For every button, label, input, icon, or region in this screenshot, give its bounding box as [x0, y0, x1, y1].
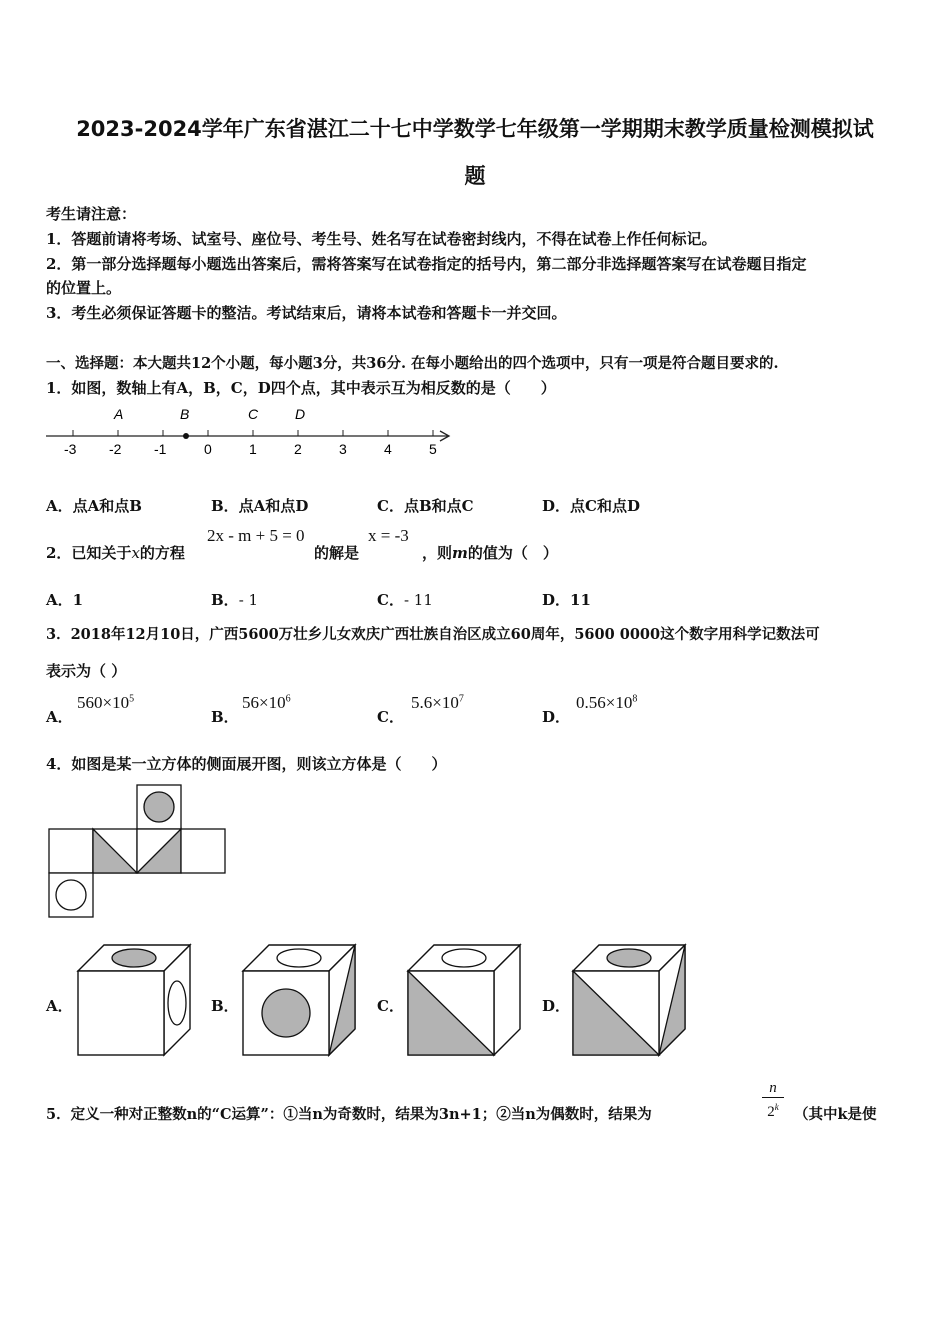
exam-title: 2023-2024学年广东省湛江二十七中学数学七年级第一学期期末教学质量检测模拟试: [76, 117, 874, 141]
q3-option-d-value[interactable]: $0.56\times 10^8$: [576, 693, 638, 712]
cube-net-figure: [48, 784, 228, 918]
point-b-dot: [183, 433, 189, 439]
q4-stem: 4．如图是某一立方体的侧面展开图，则该立方体是（ ）: [46, 755, 447, 773]
cube-option-a[interactable]: [76, 943, 194, 1059]
point-label-c: C: [248, 406, 259, 422]
point-label-a: A: [114, 406, 124, 422]
q1-option-d[interactable]: D．点C和点D: [542, 497, 640, 515]
tick-label: 0: [204, 441, 212, 457]
q2-option-c[interactable]: C．- 11: [377, 591, 433, 609]
q3-option-c-label[interactable]: C．: [377, 708, 404, 726]
q3-option-b-label[interactable]: B．: [211, 708, 239, 726]
q4-option-b-label[interactable]: B．: [211, 997, 239, 1015]
q2-solution: x = -3: [368, 526, 409, 545]
q3-stem: 3．2018年12月10日，广西5600万壮乡儿女欢庆广西壮族自治区成立60周年，5600 0000这个数字用科学记数法可: [46, 626, 820, 643]
q1-option-c[interactable]: C．点B和点C: [377, 497, 474, 515]
cube-option-d[interactable]: [571, 943, 689, 1059]
tick-label: -1: [154, 441, 167, 457]
tick-label: -3: [64, 441, 77, 457]
q5-fraction: n 2$^k$: [762, 1080, 784, 1121]
q3-option-c-value[interactable]: $5.6\times 10^7$: [411, 693, 464, 712]
q3-option-b-value[interactable]: $56\times 10^6$: [242, 693, 291, 712]
notice-item-2: 2．第一部分选择题每小题选出答案后，需将答案写在试卷指定的括号内，第二部分非选择题答案写在试卷题目指定: [46, 255, 807, 273]
tick-label: 4: [384, 441, 392, 457]
number-line-figure: [44, 400, 464, 462]
tick-label: 2: [294, 441, 302, 457]
section-heading: 一、选择题：本大题共12个小题，每小题3分，共36分. 在每小题给出的四个选项中，只有一项是符合题目要求的.: [46, 355, 779, 372]
number-line-ticks: [73, 430, 433, 436]
point-label-d: D: [295, 406, 306, 422]
q2-stem: 2．已知关于x的方程: [46, 544, 185, 562]
point-label-b: B: [180, 406, 190, 422]
tick-label: 1: [249, 441, 257, 457]
q1-option-b[interactable]: B．点A和点D: [211, 497, 309, 515]
q5-stem-continued: （其中k是使: [794, 1106, 877, 1123]
q2-stem-middle: 的解是: [314, 544, 360, 562]
tick-label: 5: [429, 441, 437, 457]
q5-stem: 5．定义一种对正整数n的“C运算”：①当n为奇数时，结果为3n+1；②当n为偶数时，结果为: [46, 1106, 652, 1123]
tick-label: 3: [339, 441, 347, 457]
q1-stem: 1．如图，数轴上有A，B，C，D四个点，其中表示互为相反数的是（ ）: [46, 379, 556, 397]
q3-option-a-label[interactable]: A．: [46, 708, 73, 726]
notice-heading: 考生请注意：: [46, 205, 137, 223]
notice-item-1: 1．答题前请将考场、试室号、座位号、考生号、姓名写在试卷密封线内，不得在试卷上作任何标记。: [46, 230, 717, 248]
q2-stem-end: ，则m的值为（ ）: [422, 544, 558, 562]
q3-option-d-label[interactable]: D．: [542, 708, 571, 726]
q3-option-a-value[interactable]: $560\times 10^5$: [77, 693, 135, 712]
notice-item-2-continued: 的位置上。: [46, 279, 122, 297]
q2-option-a[interactable]: A．1: [46, 591, 84, 609]
cube-option-b[interactable]: [241, 943, 359, 1059]
q4-option-c-label[interactable]: C．: [377, 997, 404, 1015]
notice-item-3: 3．考生必须保证答题卡的整洁。考试结束后，请将本试卷和答题卡一并交回。: [46, 304, 567, 322]
tick-label: -2: [109, 441, 122, 457]
q2-option-d[interactable]: D．11: [542, 591, 591, 609]
cube-option-c[interactable]: [406, 943, 524, 1059]
q4-option-d-label[interactable]: D．: [542, 997, 571, 1015]
q1-option-a[interactable]: A．点A和点B: [46, 497, 142, 515]
q3-stem-continued: 表示为（ ）: [46, 662, 127, 680]
q2-option-b[interactable]: B．- 1: [211, 591, 259, 609]
q4-option-a-label[interactable]: A．: [46, 997, 73, 1015]
q2-equation: 2x - m + 5 = 0: [207, 526, 305, 545]
exam-title-continued: 题: [464, 164, 486, 188]
